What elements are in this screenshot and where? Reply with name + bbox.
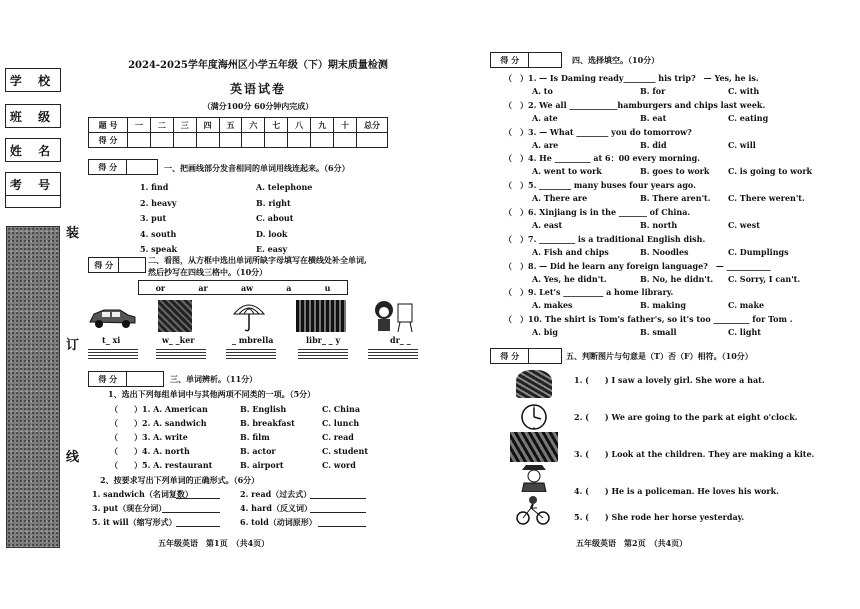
question-stem: （ ）10. The shirt is Tom's father's, so it's too _________ for Tom . xyxy=(504,314,793,325)
school-label: 学 校 xyxy=(9,73,57,88)
clock-icon xyxy=(518,403,550,431)
s1-right-C: C. about xyxy=(256,213,294,223)
s3-group3-b: B. film xyxy=(240,432,270,442)
section3-sub2: 2、按要求写出下列单词的正确形式。（6分） xyxy=(100,475,260,485)
question-option: B. small xyxy=(640,327,677,338)
question-stem: （ ）2. We all ____________hamburgers and chips last week. xyxy=(504,99,766,110)
score-table-header-cell: 十 xyxy=(334,118,357,133)
question-option: C. Sorry, I can't. xyxy=(728,273,801,284)
binding-char-zhuang: 装 xyxy=(66,226,80,241)
score-cell[interactable] xyxy=(128,133,151,148)
binding-strip xyxy=(6,226,60,548)
question-option: A. east xyxy=(532,220,563,230)
s2-word-5: dr_ _ xyxy=(390,335,411,345)
s3-group5-c: C. word xyxy=(322,460,356,470)
s1-left-3: 3. put xyxy=(140,213,167,223)
s3-group5-b: B. airport xyxy=(240,460,284,470)
s1-right-D: D. look xyxy=(256,229,288,239)
question-stem: （ ）8. — Did he learn any foreign language? — ___________ xyxy=(504,260,771,271)
question-stem: （ ）7. _________ is a traditional English dish. xyxy=(504,233,706,244)
score-table-header-cell: 四 xyxy=(196,118,219,133)
s3-group5-a: （ ）5. A. restaurant xyxy=(110,460,213,470)
s3-group1-c: C. China xyxy=(322,404,361,414)
four-line-grid[interactable] xyxy=(156,349,206,361)
score-cell[interactable] xyxy=(311,133,334,148)
score-cell[interactable] xyxy=(150,133,173,148)
section4-title: 四、选择填空。（10分） xyxy=(572,55,660,65)
score-table-header-cell: 六 xyxy=(242,118,265,133)
exam-note: （满分100分 60分钟内完成） xyxy=(202,101,314,111)
s2-word-2: w_ _ker xyxy=(162,335,195,345)
class-label: 班 级 xyxy=(9,109,57,124)
s5-item-4: 4. ( ) He is a policeman. He loves his work. xyxy=(574,486,779,496)
score-cell[interactable] xyxy=(219,133,242,148)
info-box-bottom xyxy=(5,196,61,208)
question-option: C. light xyxy=(728,327,761,338)
score-box-label: 得 分 xyxy=(89,160,127,174)
class-field[interactable] xyxy=(5,104,61,128)
s3-form-3: 3. put（现在分词） xyxy=(92,503,167,513)
score-table-row-label: 得 分 xyxy=(89,133,128,148)
question-option: A. big xyxy=(532,327,559,338)
s2-word-3: _ mbrella xyxy=(232,335,274,345)
question-option: C. is going to work xyxy=(728,166,813,177)
question-option: B. north xyxy=(640,220,678,230)
s3-group1-a: （ ）1. A. American xyxy=(110,404,208,414)
s5-item-5: 5. ( ) She rode her horse yesterday. xyxy=(574,512,745,522)
exam-title: 2024-2025学年度海州区小学五年级（下）期末质量检测 xyxy=(128,60,388,71)
page1-footer: 五年级英语 第1页 （共4页） xyxy=(158,538,270,548)
page2-footer: 五年级英语 第2页 （共4页） xyxy=(576,538,688,548)
score-box-label: 得 分 xyxy=(491,349,529,363)
score-cell[interactable] xyxy=(357,133,388,148)
score-cell[interactable] xyxy=(173,133,196,148)
score-cell[interactable] xyxy=(334,133,357,148)
exam-subtitle: 英语试卷 xyxy=(229,82,286,96)
s5-item-3: 3. ( ) Look at the children. They are making a kite. xyxy=(574,449,815,459)
question-option: A. Yes, he didn't. xyxy=(532,273,607,284)
question-option: C. west xyxy=(728,220,760,230)
library-photo xyxy=(296,300,346,332)
question-option: C. will xyxy=(728,139,756,150)
score-table-header-row xyxy=(89,118,388,133)
s5-item-1: 1. ( ) I saw a lovely girl. She wore a hat. xyxy=(574,375,765,385)
taxi-car-icon xyxy=(86,302,138,330)
answer-blank[interactable] xyxy=(176,517,220,527)
s3-form-2: 2. read（过去式） xyxy=(240,489,312,499)
question-stem: （ ）5. ________ many buses four years ago. xyxy=(504,180,696,191)
question-option: A. went to work xyxy=(532,166,602,177)
score-table-score-row xyxy=(89,133,388,148)
s3-form-1: 1. sandwich（名词复数） xyxy=(92,489,193,499)
question-option: B. making xyxy=(640,300,686,311)
score-cell[interactable] xyxy=(265,133,288,148)
question-stem: （ ）4. He _________ at 6：00 every morning. xyxy=(504,153,701,164)
four-line-grid[interactable] xyxy=(226,349,276,361)
children-kite-picture xyxy=(510,432,558,462)
score-table xyxy=(88,117,388,148)
question-stem: （ ）3. — What ________ you do tomorrow? xyxy=(504,126,692,137)
score-table-header-cell: 八 xyxy=(288,118,311,133)
score-cell[interactable] xyxy=(196,133,219,148)
s3-form-5: 5. it will（缩写形式） xyxy=(92,517,177,527)
question-option: B. goes to work xyxy=(640,166,710,177)
score-table-header-cell: 五 xyxy=(219,118,242,133)
question-option: C. There weren't. xyxy=(728,193,805,204)
answer-blank[interactable] xyxy=(318,517,366,527)
letter-option: ar xyxy=(198,282,208,293)
s1-right-E: E. easy xyxy=(256,244,288,254)
exam-number-label: 考 号 xyxy=(9,177,57,192)
question-option: B. No, he didn't. xyxy=(640,273,714,284)
four-line-grid[interactable] xyxy=(368,349,418,361)
question-option: A. are xyxy=(532,139,559,150)
exam-number-field[interactable] xyxy=(5,172,61,196)
s1-left-1: 1. find xyxy=(140,182,169,192)
question-option: A. makes xyxy=(532,300,573,311)
section1-score-box[interactable] xyxy=(88,159,158,175)
score-box-label: 得 分 xyxy=(89,258,119,272)
answer-blank[interactable] xyxy=(310,489,366,499)
s3-group4-c: C. student xyxy=(322,446,369,456)
letter-option: a xyxy=(286,282,292,293)
s2-word-4: libr_ _ y xyxy=(306,335,341,345)
name-label: 姓 名 xyxy=(9,143,57,158)
section2-title-line1: 二、看图，从方框中选出单词所缺字母填写在横线处补全单词, xyxy=(148,255,367,265)
section5-score-box[interactable] xyxy=(490,348,562,364)
four-line-grid[interactable] xyxy=(298,349,348,361)
school-field[interactable] xyxy=(5,68,61,92)
s1-right-B: B. right xyxy=(256,198,291,208)
question-option: C. make xyxy=(728,300,765,311)
s3-group3-a: （ ）3. A. write xyxy=(110,432,188,442)
answer-blank[interactable] xyxy=(310,503,366,513)
score-table-header-cell: 三 xyxy=(173,118,196,133)
question-option: A. to xyxy=(532,86,553,96)
s3-form-6: 6. told（动词原形） xyxy=(240,517,317,527)
score-table-header-cell: 九 xyxy=(311,118,334,133)
question-option: A. There are xyxy=(532,193,588,204)
s1-right-A: A. telephone xyxy=(256,182,313,192)
s3-group2-b: B. breakfast xyxy=(240,418,295,428)
score-table-header-cell: 总分 xyxy=(357,118,388,133)
s3-group3-c: C. read xyxy=(322,432,354,442)
letter-option: or xyxy=(155,282,166,293)
umbrella-icon xyxy=(232,298,266,334)
score-cell[interactable] xyxy=(242,133,265,148)
s5-item-2: 2. ( ) We are going to the park at eight o'clock. xyxy=(574,412,798,422)
s1-left-4: 4. south xyxy=(140,229,177,239)
score-box-label: 得 分 xyxy=(491,53,529,67)
letter-options-box xyxy=(138,280,348,295)
s3-group1-b: B. English xyxy=(240,404,287,414)
four-line-grid[interactable] xyxy=(88,349,138,361)
policeman-icon xyxy=(516,462,552,492)
bicycle-rider-icon xyxy=(514,494,552,526)
score-table-header-cell: 七 xyxy=(265,118,288,133)
answer-blank[interactable] xyxy=(176,489,220,499)
s3-group2-c: C. lunch xyxy=(322,418,360,428)
letter-option: u xyxy=(324,282,331,293)
section1-title: 一、把画线部分发音相同的单词用线连起来。（6分） xyxy=(164,163,350,173)
question-option: A. Fish and chips xyxy=(532,246,609,257)
question-stem: （ ）9. Let's __________ a home library. xyxy=(504,287,674,298)
s1-left-2: 2. heavy xyxy=(140,198,177,208)
binding-char-xian: 线 xyxy=(66,450,80,465)
section3-score-box[interactable] xyxy=(88,371,164,387)
question-option: C. Dumplings xyxy=(728,246,789,257)
score-table-header-cell: 一 xyxy=(128,118,151,133)
drawing-girl-icon xyxy=(368,298,416,334)
s1-left-5: 5. speak xyxy=(140,244,178,254)
question-option: C. eating xyxy=(728,112,769,123)
section3-sub1: 1、选出下列每组单词中与其他两项不同类的一项。（5分） xyxy=(108,389,316,399)
name-field[interactable] xyxy=(5,138,61,162)
score-table-header-cell: 题 号 xyxy=(89,118,128,133)
section3-title: 三、单词辨析。（11分） xyxy=(170,374,258,384)
answer-blank[interactable] xyxy=(162,503,220,513)
score-table-header-cell: 二 xyxy=(150,118,173,133)
question-stem: （ ）1. — Is Daming ready________ his trip? — Yes, he is. xyxy=(504,73,759,83)
s3-group4-b: B. actor xyxy=(240,446,276,456)
question-option: A. ate xyxy=(532,112,558,123)
question-option: B. Noodles xyxy=(640,246,689,257)
score-cell[interactable] xyxy=(288,133,311,148)
walker-photo xyxy=(158,300,192,332)
section4-score-box[interactable] xyxy=(490,52,562,68)
score-box-label: 得 分 xyxy=(89,372,127,386)
question-stem: （ ）6. Xinjiang is in the _______ of China. xyxy=(504,207,691,217)
s2-word-1: t_ xi xyxy=(102,335,121,345)
binding-char-ding: 订 xyxy=(66,338,80,353)
s3-form-4: 4. hard（反义词） xyxy=(240,503,312,513)
section2-score-box[interactable] xyxy=(88,257,146,273)
question-option: B. There aren't. xyxy=(640,193,711,204)
girl-with-hat-picture xyxy=(516,370,552,398)
s3-group2-a: （ ）2. A. sandwich xyxy=(110,418,207,428)
question-option: B. did xyxy=(640,139,667,150)
question-option: B. for xyxy=(640,86,666,96)
question-option: C. with xyxy=(728,86,760,96)
question-option: B. eat xyxy=(640,112,667,123)
section5-title: 五、判断图片与句意是（T）否（F）相符。（10分） xyxy=(566,351,753,361)
section2-title-line2: 然后抄写在四线三格中。（10分） xyxy=(148,267,268,277)
letter-option: aw xyxy=(240,282,254,293)
s3-group4-a: （ ）4. A. north xyxy=(110,446,190,456)
